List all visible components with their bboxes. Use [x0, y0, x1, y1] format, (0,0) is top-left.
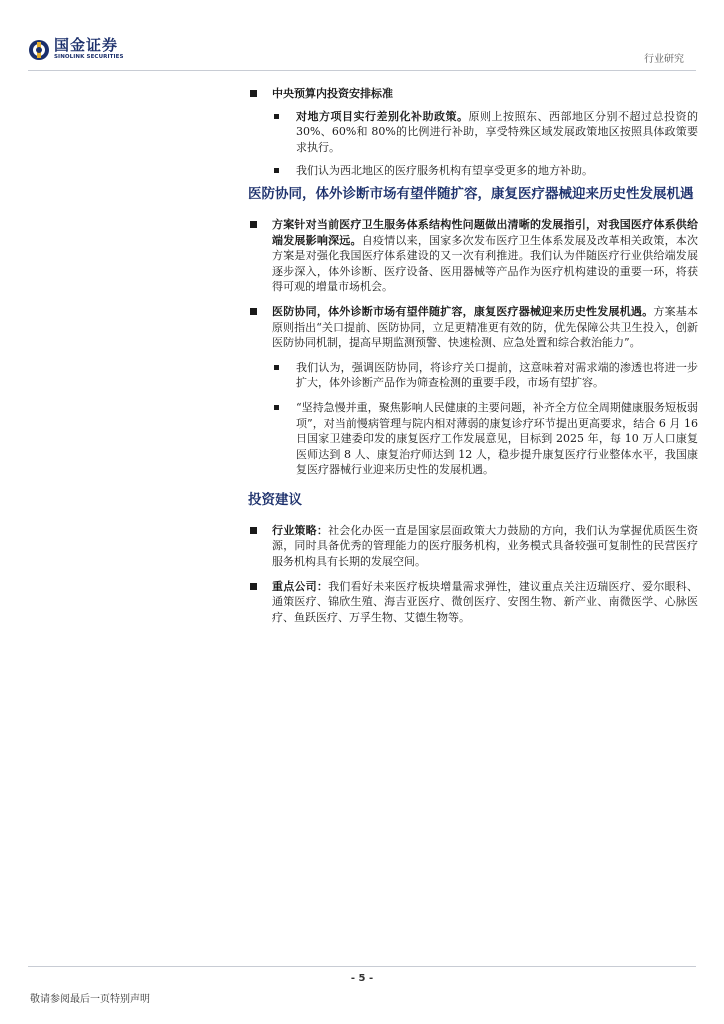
key-companies-lead: 重点公司：: [272, 579, 329, 593]
budget-policy-text: 原则上按照东、西部地区分别不超过总投资的 30%、60%和 80%的比例进行补助，享受特殊区域发展政策地区按照具体政策要求执行。: [296, 109, 698, 154]
coordination-text: 方案基本原则指出“关口提前、医防协同，立足更精准更有效的防，优先保障公共卫生投入，创新医防协同机制，提高早期监测预警、快速检测、应急处置和综合救治能力”。: [272, 304, 699, 350]
key-companies-item: [248, 579, 698, 626]
industry-strategy-text: 社会化办医一直是国家层面政策大力鼓励的方向，我们认为掌握优质医生资源，同时具备优秀的管理能力的医疗服务机构，业务模式具备较强可复制性的民营医疗服务机构具有长期的发展空间。: [272, 523, 699, 569]
industry-strategy-lead: 行业策略：: [272, 523, 329, 537]
bullet-square-icon: [250, 308, 257, 315]
ivd-view-item: [248, 360, 698, 391]
bullet-small-icon: [274, 405, 279, 410]
sinolink-logo-icon: [28, 39, 50, 61]
page-header: [0, 0, 724, 74]
bullet-small-icon: [274, 114, 279, 119]
logo-english-name: SINOLINK SECURITIES: [54, 54, 124, 60]
bullet-square-icon: [250, 527, 257, 534]
bullet-small-icon: [274, 365, 279, 370]
ivd-view-text: 我们认为，强调医防协同，将诊疗关口提前，这意味着对需求端的渗透也将进一步扩大，体外诊断产品作为筛查检测的重要手段，市场有望扩容。: [296, 360, 698, 390]
plan-guidance-lead: 方案针对当前医疗卫生服务体系结构性问题做出清晰的发展指引，对我国医疗体系供给端发展影响深远。: [272, 217, 698, 247]
budget-policy-lead: 对地方项目实行差别化补助政策。: [296, 109, 469, 123]
rehab-view-item: [248, 400, 698, 478]
main-content: [248, 84, 698, 625]
budget-policy-item: [248, 109, 698, 156]
budget-view-text: 我们认为西北地区的医疗服务机构有望享受更多的地方补助。: [296, 164, 593, 178]
rehab-view-text: “坚持急慢并重，聚焦影响人民健康的主要问题，补齐全方位全周期健康服务短板弱项”，对当前慢病管理与院内相对薄弱的康复诊疗环节提出更高要求，结合 6 月 16 日国家卫建委印发的康复医疗工作发展意见，目标到 2025 年，每 10 万人口康复医师达到 8 人、康复治疗师达到 12 人，稳步提升康复医疗行业整体水平，我国康复医疗器械行业迎来历史性的发展机遇。: [296, 400, 698, 477]
section-heading-investment: 投资建议: [248, 491, 302, 508]
header-divider: [28, 70, 696, 71]
report-category: 行业研究: [644, 54, 684, 65]
plan-guidance-item: [248, 217, 698, 295]
page-number: - 5 -: [350, 973, 374, 984]
footer-divider: [28, 966, 696, 967]
coordination-lead: 医防协同，体外诊断市场有望伴随扩容，康复医疗器械迎来历史性发展机遇。: [272, 304, 654, 318]
plan-guidance-text: 自疫情以来，国家多次发布医疗卫生体系发展及改革相关政策，本次方案是对强化我国医疗体系建设的又一次有利推进。我们认为伴随医疗行业供给端发展逐步深入，体外诊断、医疗设备、医用器械等产品作为医疗机构建设的重要一环，将获得可观的增量市场机会。: [272, 233, 699, 294]
budget-title: 中央预算内投资安排标准: [272, 87, 393, 100]
disclaimer-note: 敬请参阅最后一页特别声明: [30, 994, 150, 1005]
bullet-square-icon: [250, 221, 257, 228]
key-companies-text: 我们看好未来医疗板块增量需求弹性，建议重点关注迈瑞医疗、爱尔眼科、通策医疗、锦欣生殖、海吉亚医疗、微创医疗、安图生物、新产业、南微医学、心脉医疗、鱼跃医疗、万孚生物、艾德生物等。: [272, 579, 699, 624]
section-heading-coordination: 医防协同，体外诊断市场有望伴随扩容，康复医疗器械迎来历史性发展机遇: [248, 185, 694, 202]
coordination-item: [248, 304, 698, 351]
bullet-square-icon: [250, 583, 257, 590]
bullet-square-icon: [250, 90, 257, 97]
bullet-small-icon: [274, 168, 279, 173]
company-logo: [28, 38, 124, 61]
logo-chinese-name: 国金证券: [54, 36, 119, 54]
budget-standard-item: [248, 86, 698, 102]
budget-view-item: [248, 163, 698, 179]
industry-strategy-item: [248, 523, 698, 570]
